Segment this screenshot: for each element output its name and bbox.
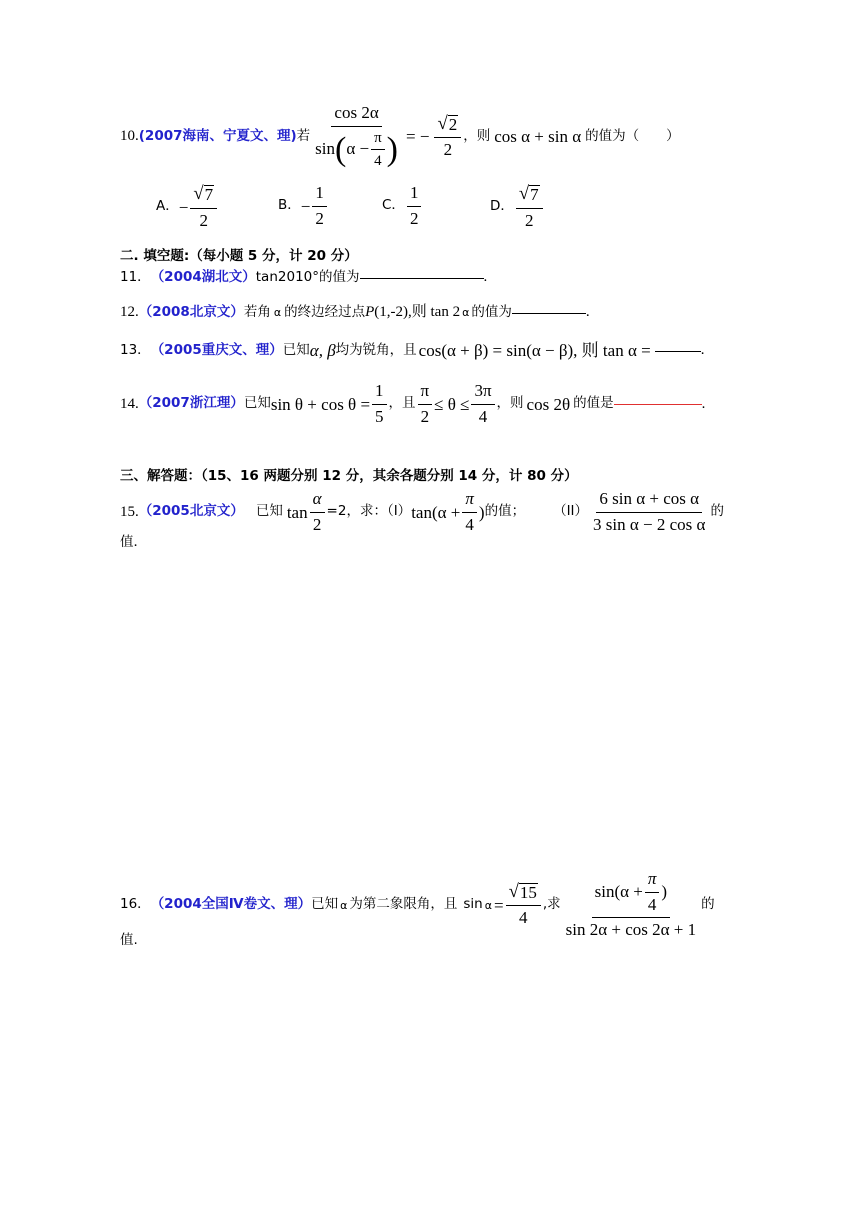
q16-pi: π (645, 870, 660, 893)
option-sign: − (178, 197, 189, 217)
q15-tan: tan (286, 502, 308, 522)
q15-half-den: 2 (312, 514, 322, 534)
q11-text: tan2010°的值为 (255, 268, 360, 285)
q13-vars: α, β (309, 341, 336, 360)
q12-alpha: α (273, 306, 282, 319)
q15-pi: π (462, 490, 477, 513)
q10-ask: 的值为（ ） (585, 128, 680, 145)
q15-pi-over-4 (462, 490, 477, 534)
option-label: C． (382, 197, 405, 214)
q10-main-fraction (312, 104, 401, 170)
q14-f2-num: π (418, 382, 433, 405)
q15-part2-label: （II） (553, 503, 589, 520)
option-denominator: 2 (525, 210, 534, 230)
q16-four: 4 (647, 894, 657, 914)
q16-sin-value (506, 882, 541, 928)
q12-number: 12. (120, 304, 139, 320)
q15-number: 15. (120, 503, 139, 520)
q11-end: . (483, 269, 488, 285)
sqrt-symbol-icon: √ (518, 183, 530, 204)
q15-part2-fraction (590, 490, 708, 534)
q15-line-2: 值． (120, 534, 147, 550)
q11-number: 11． (120, 268, 151, 285)
q10-fraction-denominator (312, 127, 401, 170)
q10-option-a (156, 184, 219, 230)
q14-answer-blank[interactable] (614, 403, 702, 405)
q12-source: （2008北京文） (138, 303, 244, 320)
q13-text2: 均为锐角，且 (335, 341, 417, 358)
q12-answer-blank[interactable] (512, 312, 586, 314)
q16-sin: sin (463, 896, 483, 913)
q11-source: （2004湖北文） (150, 268, 256, 285)
q16-equals: = (493, 895, 504, 915)
q14-expression: cos 2θ (526, 394, 571, 414)
section-2-heading: 二. 填空题:（每小题 5 分，计 20 分） (120, 248, 358, 264)
q16-alpha: α (340, 898, 348, 912)
q15-part1-pre: tan(α + (411, 502, 461, 522)
q12-text3: 的值为 (471, 303, 512, 320)
option-fraction (407, 184, 422, 228)
q10-rhs-denominator: 2 (443, 140, 453, 160)
q10-den-inner: α − (346, 139, 370, 159)
option-label: B． (278, 197, 301, 214)
q14-middle: ≤ θ ≤ (434, 394, 470, 414)
question-12 (120, 305, 590, 320)
option-numerator: 1 (312, 184, 327, 207)
question-15 (120, 490, 724, 534)
option-fraction (516, 184, 543, 230)
option-denominator: 2 (199, 210, 208, 230)
q16-sqrt-arg: 15 (519, 882, 537, 902)
q16-main-fraction (563, 870, 700, 940)
q14-text1: 已知 (243, 395, 271, 412)
q13-answer-blank[interactable] (655, 350, 701, 352)
q15-part2-num: 6 sin α + cos α (596, 490, 702, 513)
q16-text2: 为第二象限角，且 (349, 896, 458, 913)
q10-four: 4 (374, 153, 382, 170)
q16-qiu: ,求 (542, 896, 561, 913)
q11-answer-blank[interactable] (360, 277, 484, 279)
q14-lhs: sin θ + cos θ = (270, 394, 371, 414)
q15-part1-ask: 的值； (484, 503, 526, 520)
q15-text1: 已知 (255, 503, 283, 520)
question-14 (120, 382, 705, 426)
section-3-heading: 三、解答题：（15、16 两题分别 12 分，其余各题分别 14 分，计 80 分） (120, 468, 578, 484)
option-sign: − (300, 196, 311, 216)
q15-four: 4 (465, 514, 474, 534)
q15-source: （2005北京文） (138, 503, 244, 520)
q16-number: 16． (120, 896, 151, 913)
q16-num-pre: sin(α + (594, 881, 643, 901)
q10-equals: = − (406, 127, 430, 147)
q16-sin-den: 4 (518, 908, 528, 928)
q16-line-2: 值. (120, 932, 138, 948)
q16-de: 的 (701, 896, 715, 913)
q12-end: . (585, 304, 590, 320)
q12-coords: (1,-2),则 tan 2 (374, 304, 461, 320)
question-10 (120, 104, 680, 170)
q14-text4: 的值是 (573, 395, 614, 412)
q15-part1-post: ) (478, 502, 485, 522)
option-numerator: 1 (407, 184, 422, 207)
q10-den-sin: sin (315, 139, 336, 159)
q10-option-b (278, 184, 329, 228)
q13-equation: cos(α + β) = sin(α − β), 则 tan α = (418, 341, 651, 360)
q10-ruo: 若 (296, 128, 311, 145)
option-denominator: 2 (409, 208, 419, 228)
q16-sin-num (506, 882, 541, 907)
q15-given: =2，求：（I） (326, 503, 412, 520)
q14-f3-den: 4 (478, 406, 488, 426)
q10-left-paren: ( (335, 130, 347, 168)
q10-expression: cos α + sin α (494, 127, 582, 147)
sqrt-symbol-icon: √ (193, 183, 204, 204)
option-label: D． (490, 198, 514, 215)
q15-de: 的 (710, 503, 724, 520)
q12-text1: 若角 (243, 303, 271, 320)
q14-fraction-2 (418, 382, 433, 426)
option-sqrt-arg: 7 (530, 184, 539, 204)
q12-alpha-2: α (462, 306, 470, 319)
q10-fraction-numerator: cos 2α (331, 104, 381, 127)
q10-rhs-sqrt-arg: 2 (448, 114, 458, 134)
q15-half-num: α (310, 490, 325, 513)
q16-pi-over-4 (645, 870, 660, 914)
option-fraction (312, 184, 327, 228)
q13-number: 13． (120, 341, 151, 358)
q13-text1: 已知 (282, 341, 310, 358)
q14-source: （2007浙江理） (138, 395, 244, 412)
q14-number: 14. (120, 395, 139, 412)
q14-fraction-1 (372, 382, 387, 426)
option-denominator: 2 (315, 208, 324, 228)
q15-part2-den: 3 sin α − 2 cos α (593, 514, 706, 534)
q15-half-angle (310, 490, 325, 534)
q10-rhs-numerator (434, 114, 461, 139)
q16-source: （2004全国Ⅳ卷文、理） (150, 896, 312, 913)
option-fraction (190, 184, 217, 230)
q16-text1: 已知 (311, 896, 339, 913)
q10-pi-over-4 (371, 130, 385, 170)
option-numerator (516, 184, 543, 209)
q14-f1-num: 1 (372, 382, 387, 405)
q10-source: (2007海南、宁夏文、理) (138, 128, 297, 145)
q10-option-c (382, 184, 423, 228)
q12-text2: 的终边经过点 (284, 303, 366, 320)
q16-main-num (592, 870, 670, 918)
sqrt-symbol-icon: √ (437, 112, 448, 134)
option-label: A． (156, 198, 179, 215)
q14-f1-den: 5 (375, 406, 384, 426)
option-sqrt-arg: 7 (204, 184, 214, 204)
q14-text3: ，则 (496, 395, 524, 412)
question-13 (120, 342, 704, 359)
q14-f2-den: 2 (420, 406, 430, 426)
q14-f3-num: 3π (471, 382, 494, 405)
q10-number: 10. (120, 128, 139, 145)
q10-then: ，则 (463, 128, 491, 145)
q16-main-den: sin 2α + cos 2α + 1 (565, 920, 697, 940)
q14-end: . (701, 395, 706, 412)
q16-num-post: ) (661, 881, 668, 901)
q13-end: . (700, 342, 705, 358)
option-numerator (190, 184, 217, 209)
question-16 (120, 870, 715, 940)
sqrt-symbol-icon: √ (508, 880, 519, 902)
q14-fraction-3 (471, 382, 494, 426)
q12-point: P (365, 304, 375, 320)
q13-source: （2005重庆文、理） (150, 341, 283, 358)
q10-right-paren: ) (386, 130, 398, 168)
q10-rhs-fraction (434, 114, 461, 160)
q16-alpha-2: α (484, 898, 492, 912)
q14-text2: ，且 (388, 395, 416, 412)
question-11 (120, 270, 487, 285)
q10-option-d (490, 184, 545, 230)
q10-pi: π (371, 130, 385, 151)
